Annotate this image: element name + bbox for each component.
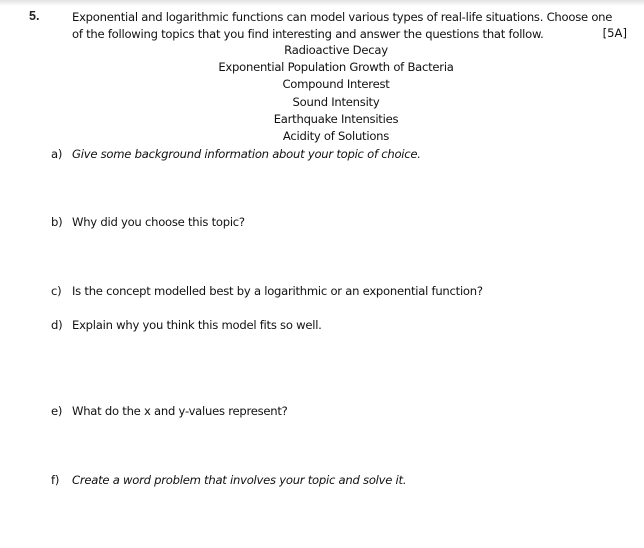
part-label: c) xyxy=(51,284,62,298)
part-c xyxy=(51,284,483,298)
part-label: b) xyxy=(51,215,63,229)
topic-compound-interest: Compound Interest xyxy=(282,77,390,92)
part-text: Is the concept modelled best by a logarithmic or an exponential function? xyxy=(72,284,483,298)
page-top-edge xyxy=(0,0,644,6)
topic-sound-intensity: Sound Intensity xyxy=(292,94,380,109)
part-e xyxy=(51,404,288,418)
part-label: f) xyxy=(51,473,60,487)
question-number: 5. xyxy=(29,9,40,23)
topic-bacteria-growth: Exponential Population Growth of Bacteria xyxy=(218,60,454,75)
part-text: Why did you choose this topic? xyxy=(72,215,245,229)
part-text: Explain why you think this model fits so well. xyxy=(72,318,322,332)
topic-acidity-of-solutions: Acidity of Solutions xyxy=(282,128,390,143)
part-b xyxy=(51,215,245,229)
part-label: a) xyxy=(51,147,63,161)
part-label: d) xyxy=(51,318,63,332)
part-text: Give some background information about your topic of choice. xyxy=(72,147,421,161)
marks-label: [5A] xyxy=(602,26,627,40)
part-f xyxy=(51,473,406,487)
part-text: Create a word problem that involves your topic and solve it. xyxy=(72,473,407,487)
topic-list xyxy=(0,42,644,145)
part-text: What do the x and y-values represent? xyxy=(72,404,288,418)
part-label: e) xyxy=(51,404,63,418)
part-d xyxy=(51,318,322,332)
topic-earthquake-intensities: Earthquake Intensities xyxy=(273,111,399,126)
topic-radioactive-decay: Radioactive Decay xyxy=(284,43,388,57)
intro-line-1: Exponential and logarithmic functions can model various types of real-life situations. Choose one xyxy=(72,10,613,24)
intro-line-2: of the following topics that you find interesting and answer the questions that follow. xyxy=(72,27,544,41)
part-a xyxy=(51,147,421,161)
